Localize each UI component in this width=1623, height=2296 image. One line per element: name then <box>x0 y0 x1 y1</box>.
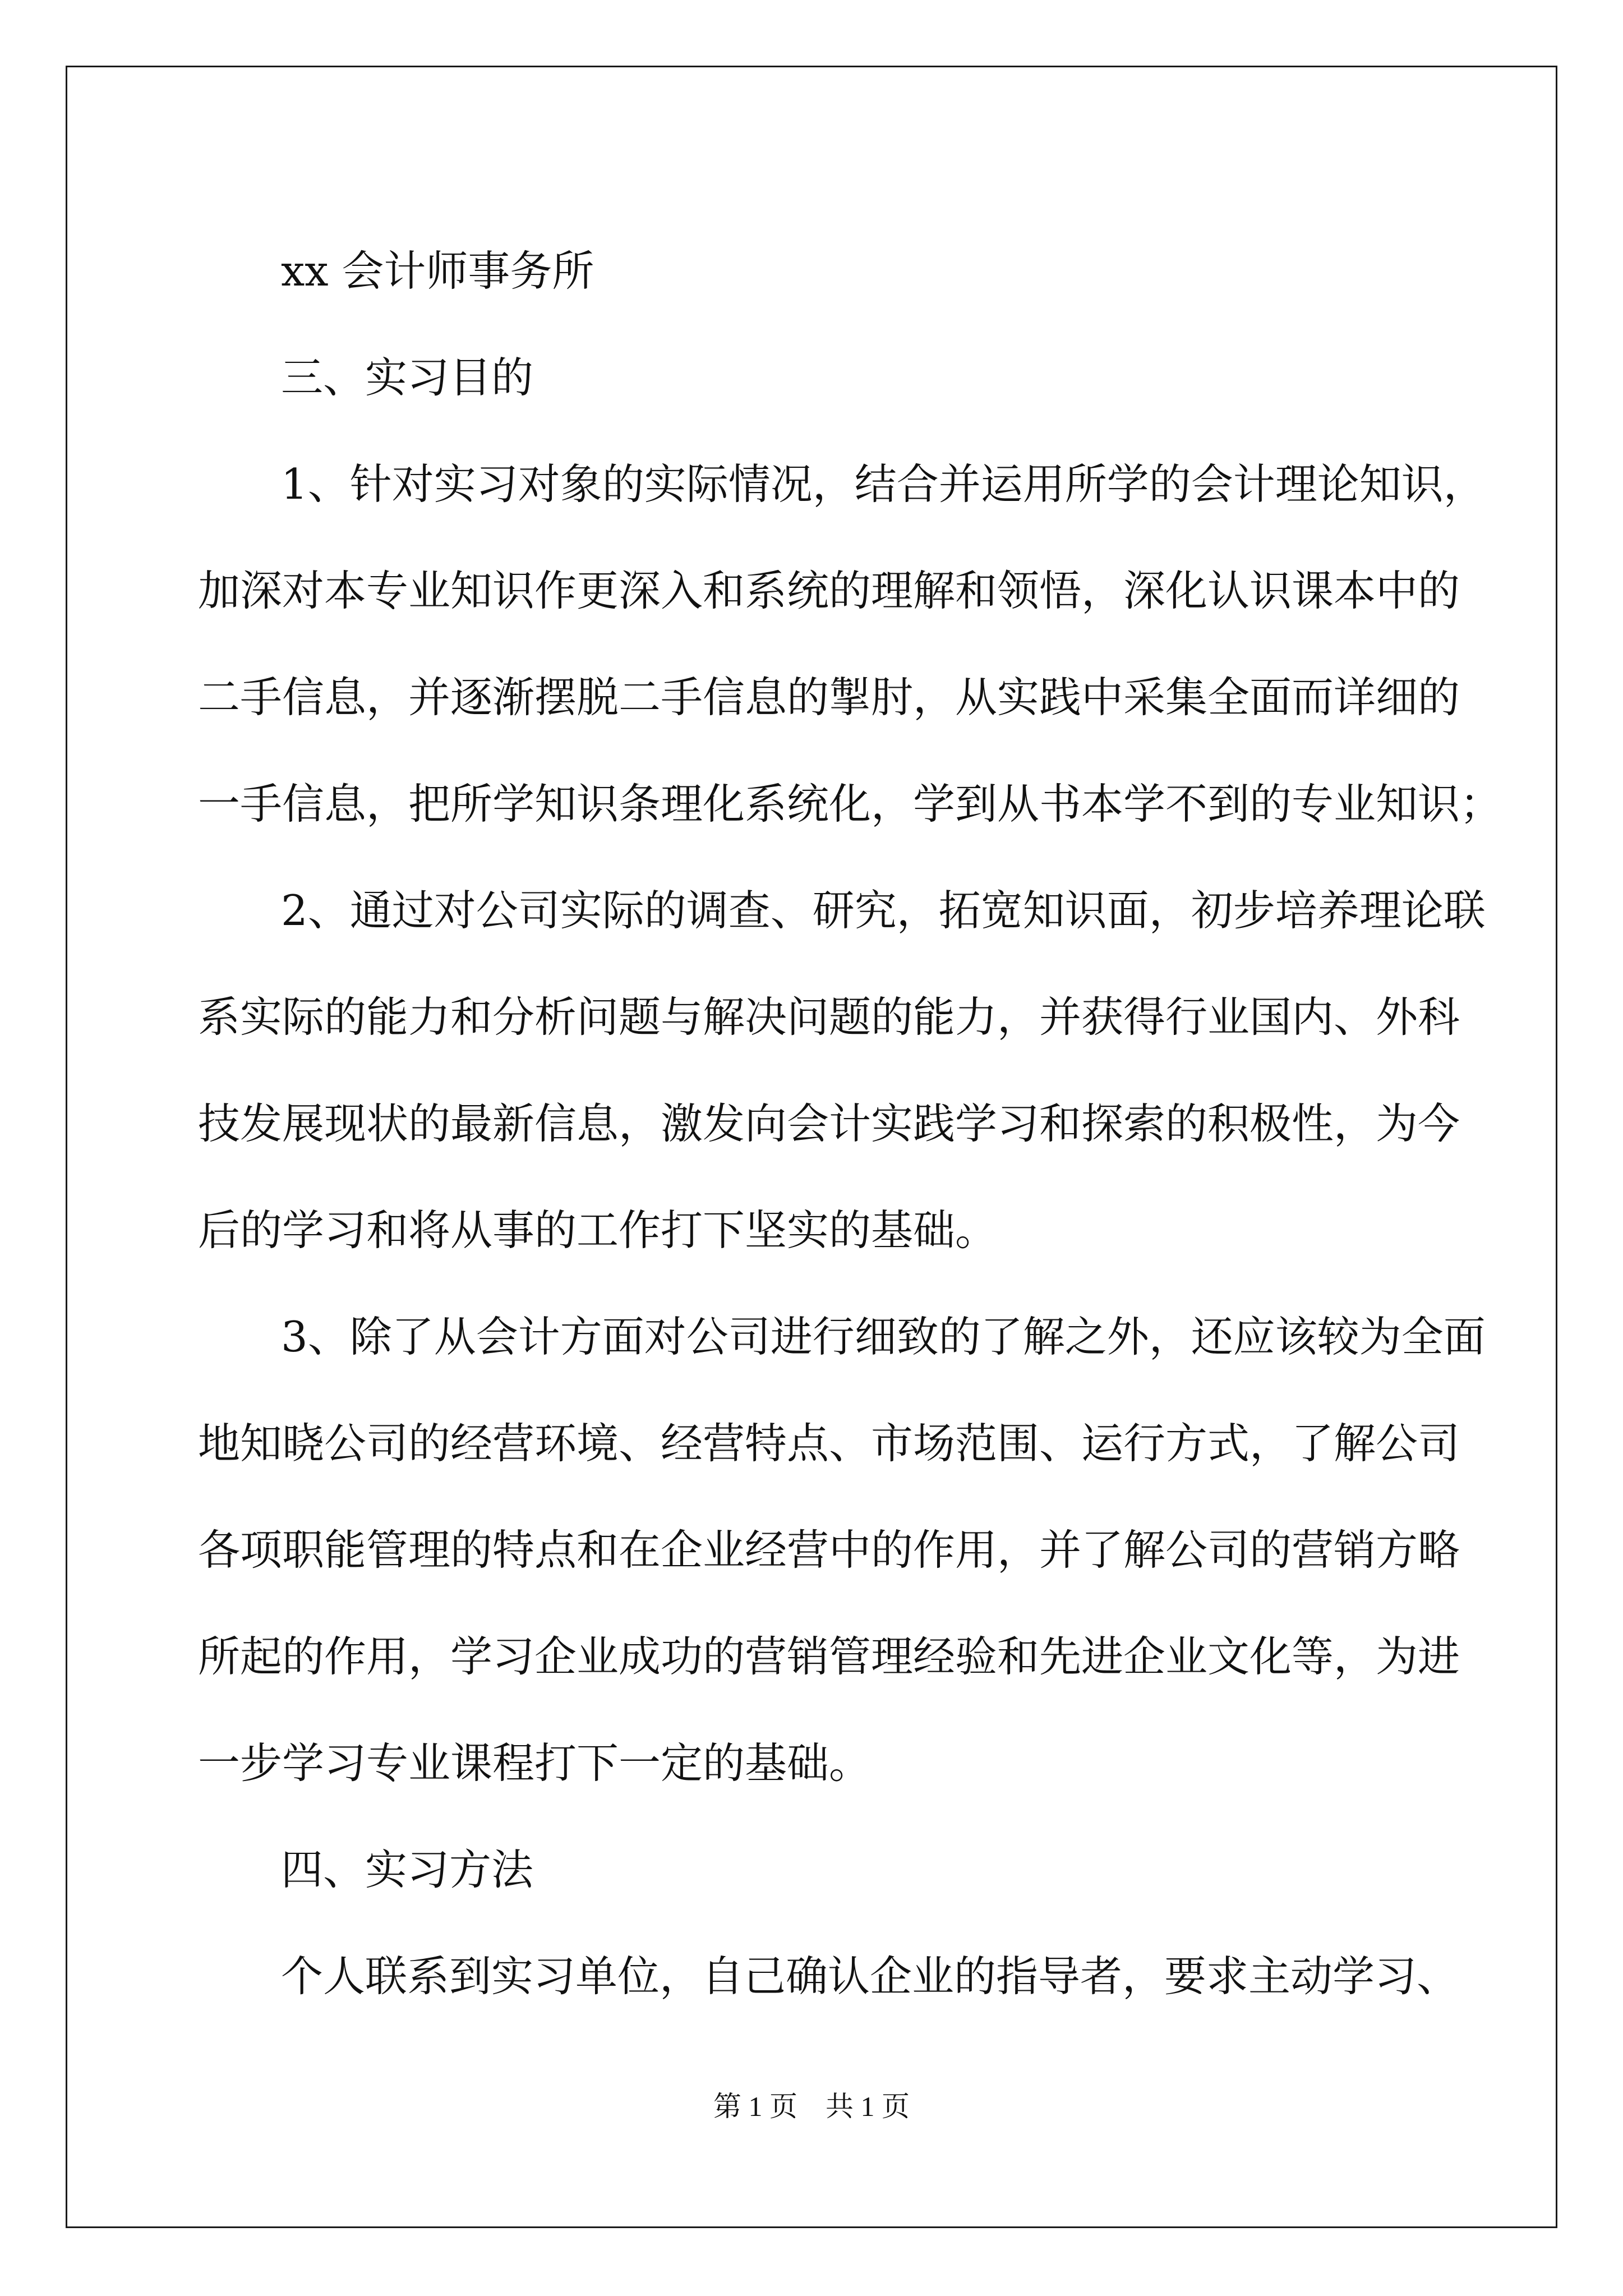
text-line: 加深对本专业知识作更深入和系统的理解和领悟，深化认识课本中的 <box>198 566 1460 615</box>
text-line: 所起的作用，学习企业成功的营销管理经验和先进企业文化等，为进 <box>198 1632 1460 1681</box>
text-line: 2、通过对公司实际的调查、研究，拓宽知识面，初步培养理论联 <box>281 886 1486 935</box>
page-number: 第 1 页 <box>713 2091 797 2122</box>
text-line: 技发展现状的最新信息，激发向会计实践学习和探索的积极性，为今 <box>198 1099 1460 1148</box>
text-line: 个人联系到实习单位，自己确认企业的指导者，要求主动学习、 <box>281 1952 1459 2001</box>
text-line: 3、除了从会计方面对公司进行细致的了解之外，还应该较为全面 <box>281 1312 1486 1361</box>
page-total: 共 1 页 <box>826 2091 910 2122</box>
text-line: 地知晓公司的经营环境、经营特点、市场范围、运行方式，了解公司 <box>198 1419 1460 1468</box>
document-body <box>198 218 1502 2030</box>
text-line: 一步学习专业课程打下一定的基础。 <box>198 1738 872 1788</box>
text-line: 各项职能管理的特点和在企业经营中的作用，并了解公司的营销方略 <box>198 1525 1460 1575</box>
text-line: 系实际的能力和分析问题与解决问题的能力，并获得行业国内、外科 <box>198 992 1460 1042</box>
text-line: 后的学习和将从事的工作打下坚实的基础。 <box>198 1205 998 1255</box>
text-line: 三、实习目的 <box>281 353 534 402</box>
text-line: xx 会计师事务所 <box>281 246 594 296</box>
text-line: 一手信息，把所学知识条理化系统化，学到从书本学不到的专业知识； <box>198 779 1502 829</box>
page-footer <box>0 2084 1623 2124</box>
text-line: 1、针对实习对象的实际情况，结合并运用所学的会计理论知识， <box>281 459 1486 509</box>
text-line: 四、实习方法 <box>281 1845 534 1894</box>
text-line: 二手信息，并逐渐摆脱二手信息的掣肘，从实践中采集全面而详细的 <box>198 673 1460 722</box>
